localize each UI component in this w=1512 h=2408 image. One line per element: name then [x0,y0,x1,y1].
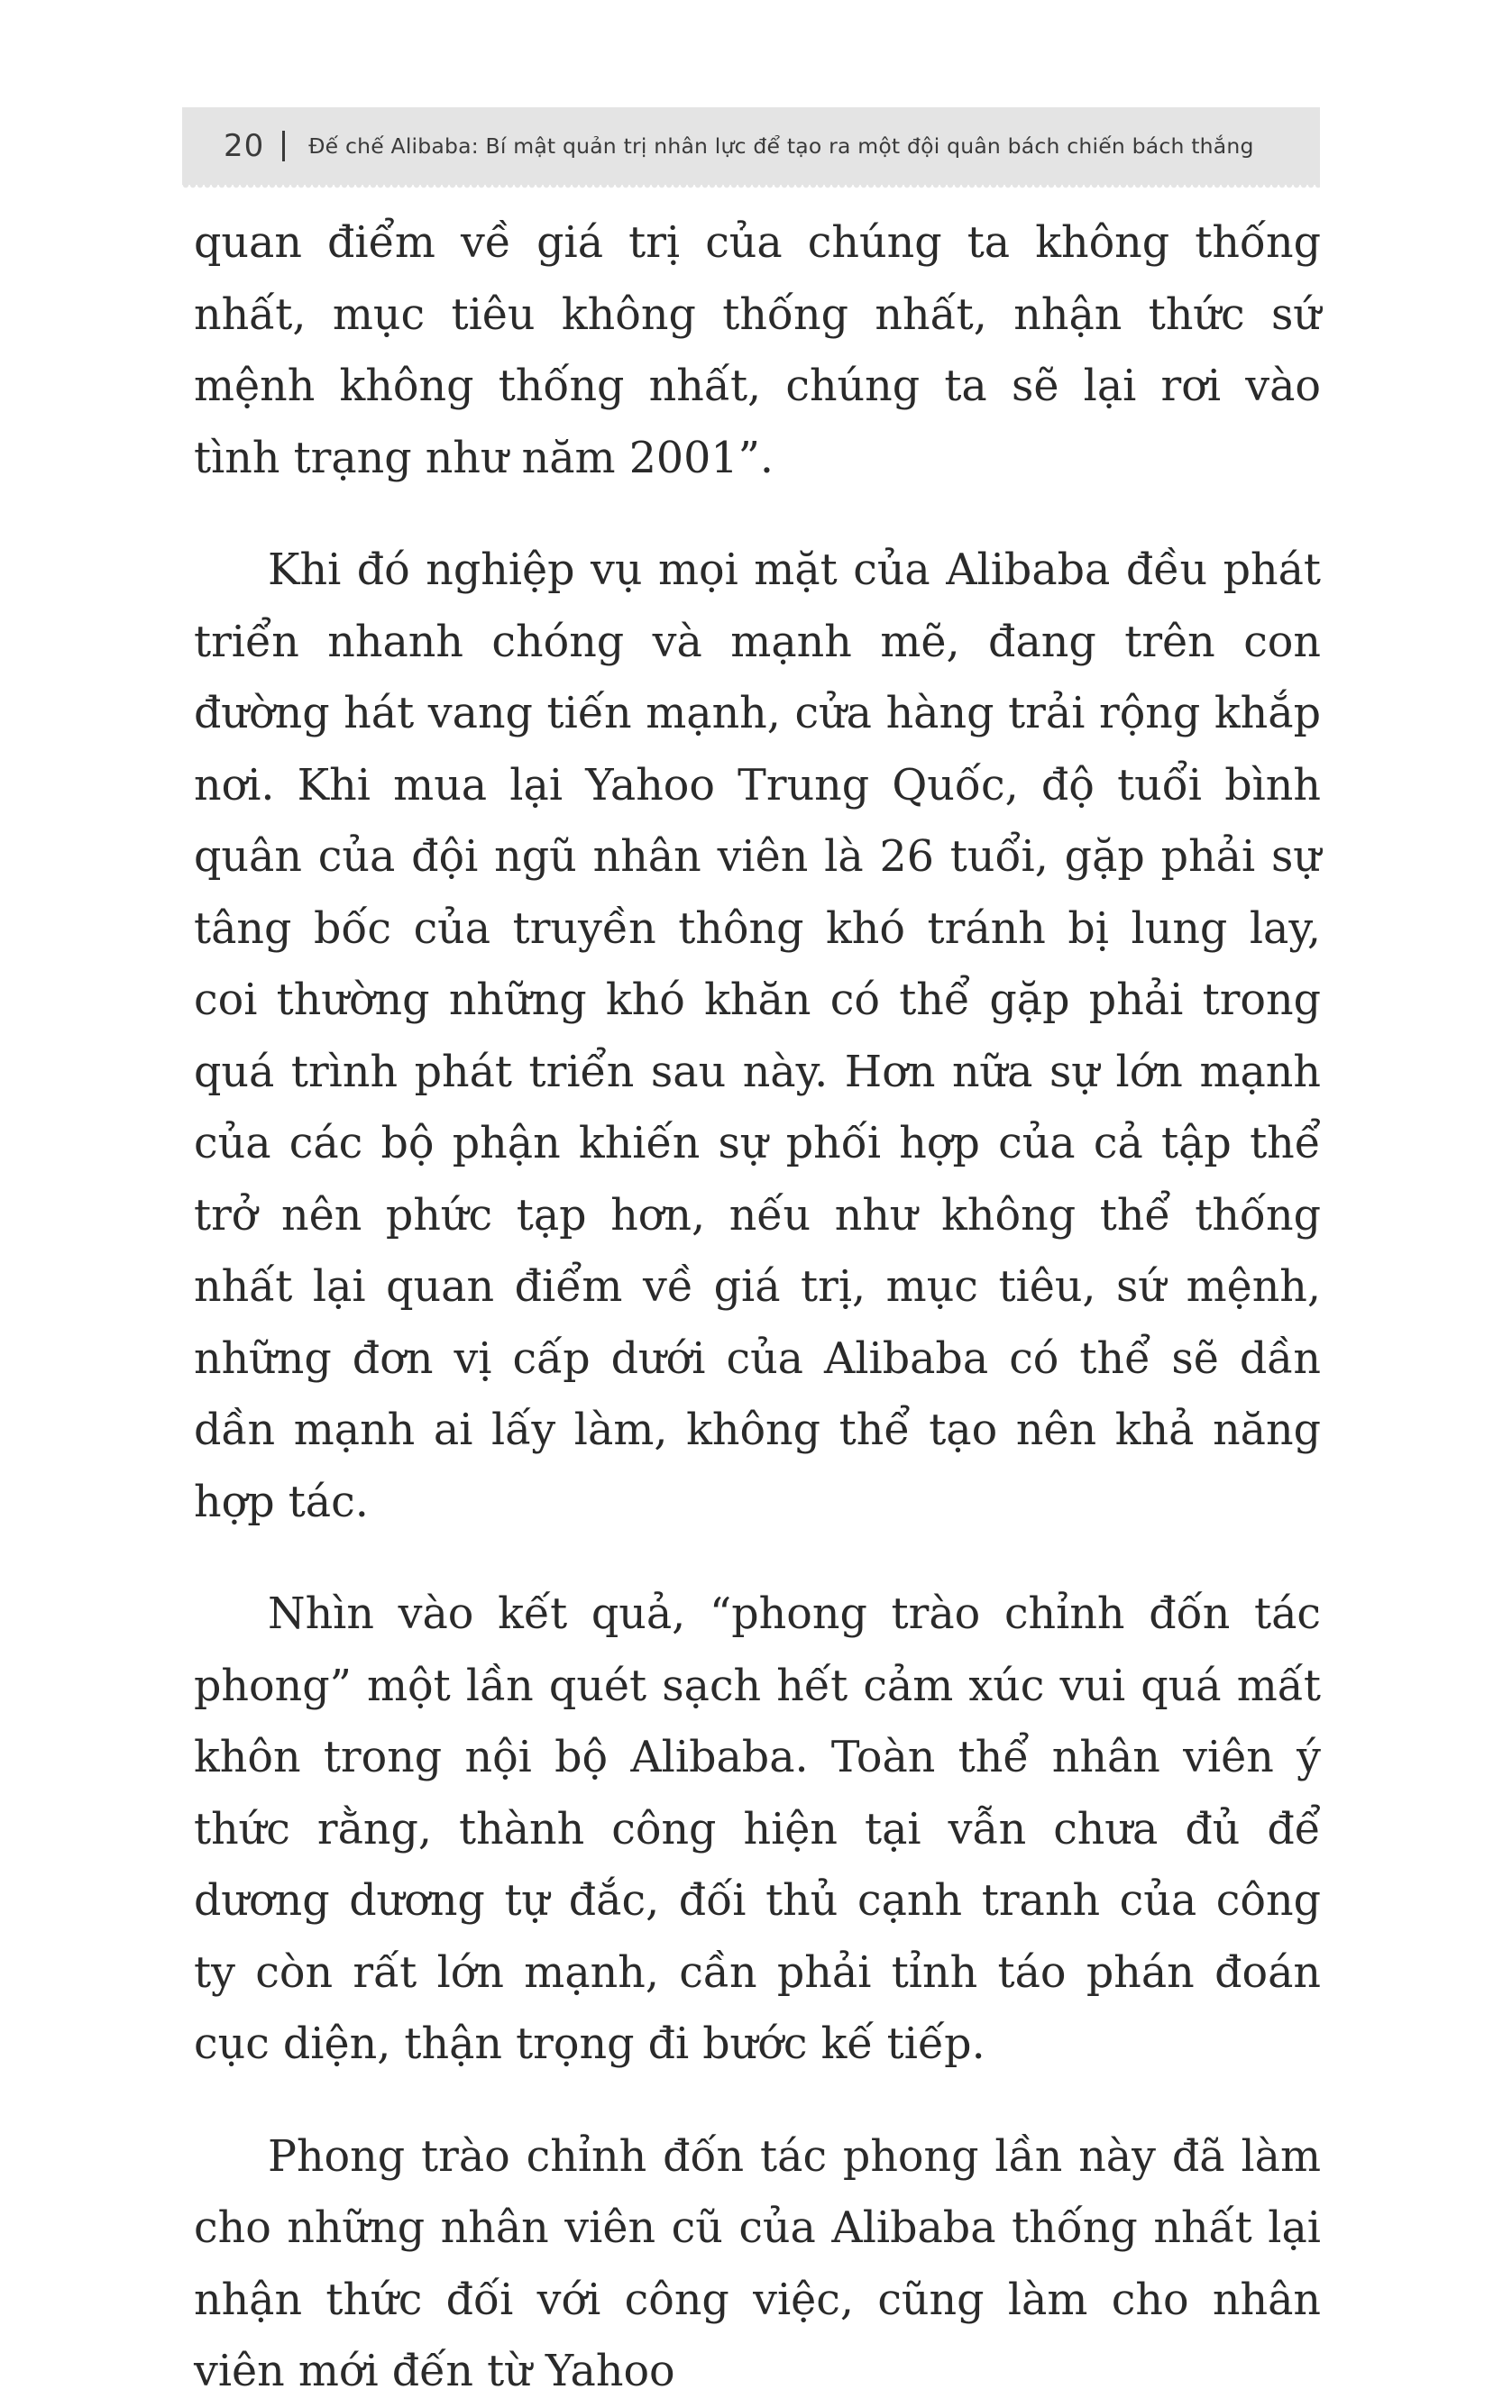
header-divider [282,131,285,161]
running-header [182,107,1320,185]
body-text [194,207,1321,2408]
paragraph-gap [194,494,1321,535]
header-scalloped-edge [182,185,1320,190]
paragraph-gap [194,1538,1321,1579]
paragraph: Nhìn vào kết quả, “phong trào chỉnh đốn tác phong” một lần quét sạch hết cảm xúc vui quá mất khôn trong nội bộ Alibaba. Toàn thể nhân viên ý thức rằng, thành công hiện tại vẫn chưa đủ để dương dương tự đắc, đối thủ cạnh tranh của công ty còn rất lớn mạnh, cần phải tỉnh táo phán đoán cục diện, thận trọng đi bước kế tiếp. [194,1589,1321,2069]
page-number: 20 [224,128,265,164]
paragraph: Phong trào chỉnh đốn tác phong lần này đã làm cho những nhân viên cũ của Alibaba thống nhất lại nhận thức đối với công việc, cũng làm cho nhân viên mới đến từ Yahoo [194,2131,1321,2396]
paragraph: Khi đó nghiệp vụ mọi mặt của Alibaba đều phát triển nhanh chóng và mạnh mẽ, đang trên con đường hát vang tiến mạnh, cửa hàng trải rộng khắp nơi. Khi mua lại Yahoo Trung Quốc, độ tuổi bình quân của đội ngũ nhân viên là 26 tuổi, gặp phải sự tâng bốc của truyền thông khó tránh bị lung lay, coi thường những khó khăn có thể gặp phải trong quá trình phát triển sau này. Hơn nữa sự lớn mạnh của các bộ phận khiến sự phối hợp của cả tập thể trở nên phức tạp hơn, nếu như không thể thống nhất lại quan điểm về giá trị, mục tiêu, sứ mệnh, những đơn vị cấp dưới của Alibaba có thể sẽ dần dần mạnh ai lấy làm, không thể tạo nên khả năng hợp tác. [194,545,1321,1527]
book-title: Đế chế Alibaba: Bí mật quản trị nhân lực để tạo ra một đội quân bách chiến bách thắng [308,133,1254,159]
paragraph-gap [194,2081,1321,2121]
paragraph-continued: quan điểm về giá trị của chúng ta không thống nhất, mục tiêu không thống nhất, nhận thức sứ mệnh không thống nhất, chúng ta sẽ lại rơi vào tình trạng như năm 2001”. [194,218,1321,483]
